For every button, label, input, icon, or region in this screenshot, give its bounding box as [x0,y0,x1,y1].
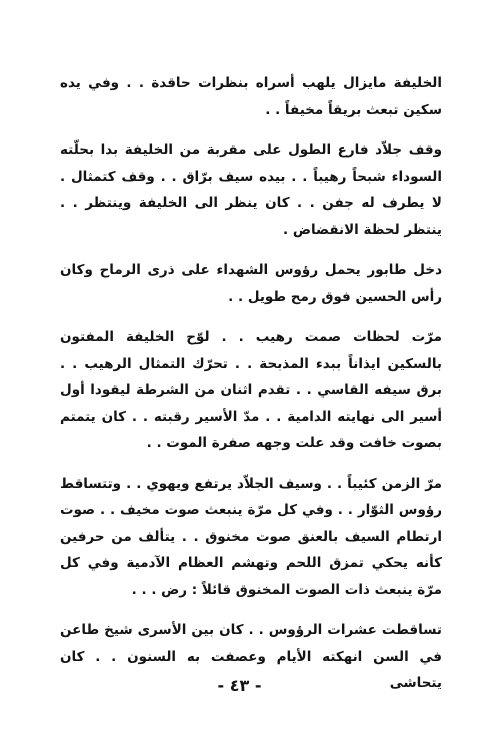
paragraph-1: الخليفة مايزال يلهب أسراه بنظرات حاقدة . . وفي يده سكين تبعث بريقاً مخيفاً . . [60,75,442,118]
paragraph-4: مرّت لحظات صمت رهيب . . لوّح الخليفة المفتون بالسكين ايذاناً ببدء المذبحة . . تحرّك التمثال الرهيب . . برق سيفه القاسي . . تقدم اثنان من الشرطة ليقودا أول أسير الى نهايته الدامية . . مدّ الأسير رقبته . . كان يتمتم بصوت خافت وقد علت وجهه صفرة الموت . . [60,329,442,451]
paragraph-2: وقف جلاّد فارع الطول على مقربة من الخليفة بدا بحلّته السوداء شبحاً رهيباً . . بيده سيف برّاق . . وقف كتمثال . لا يطرف له جفن . . كان ينظر الى الخليفة وينتظر . . ينتظر لحظة الانقضاض . [60,142,442,238]
paragraph-5: مرّ الزمن كئيباً . . وسيف الجلاّد يرتفع ويهوي . . وتتساقط رؤوس الثوّار . . وفي كل مرّة ينبعث صوت مخيف . . صوت ارتطام السيف بالعنق صوت مخنوق . . يتألف من حرفين كأنه يحكي تمزق اللحم وتهشم العظام الآدمية وفي كل مرّة ينبعث ذات الصوت المخنوق قائلاً : رض . . . [60,475,442,598]
paragraph-3: دخل طابور يحمل رؤوس الشهداء على ذرى الرماح وكان رأس الحسين فوق رمح طويل . . [60,262,442,305]
text-column [60,70,442,697]
paragraph-6: تساقطت عشرات الرؤوس . . كان بين الأسرى شيخ طاعن في السن انهكته الأيام وعصفت به السنون . . كان يتحاشى [60,622,442,691]
page-number: - ٤٣ - [217,676,262,695]
